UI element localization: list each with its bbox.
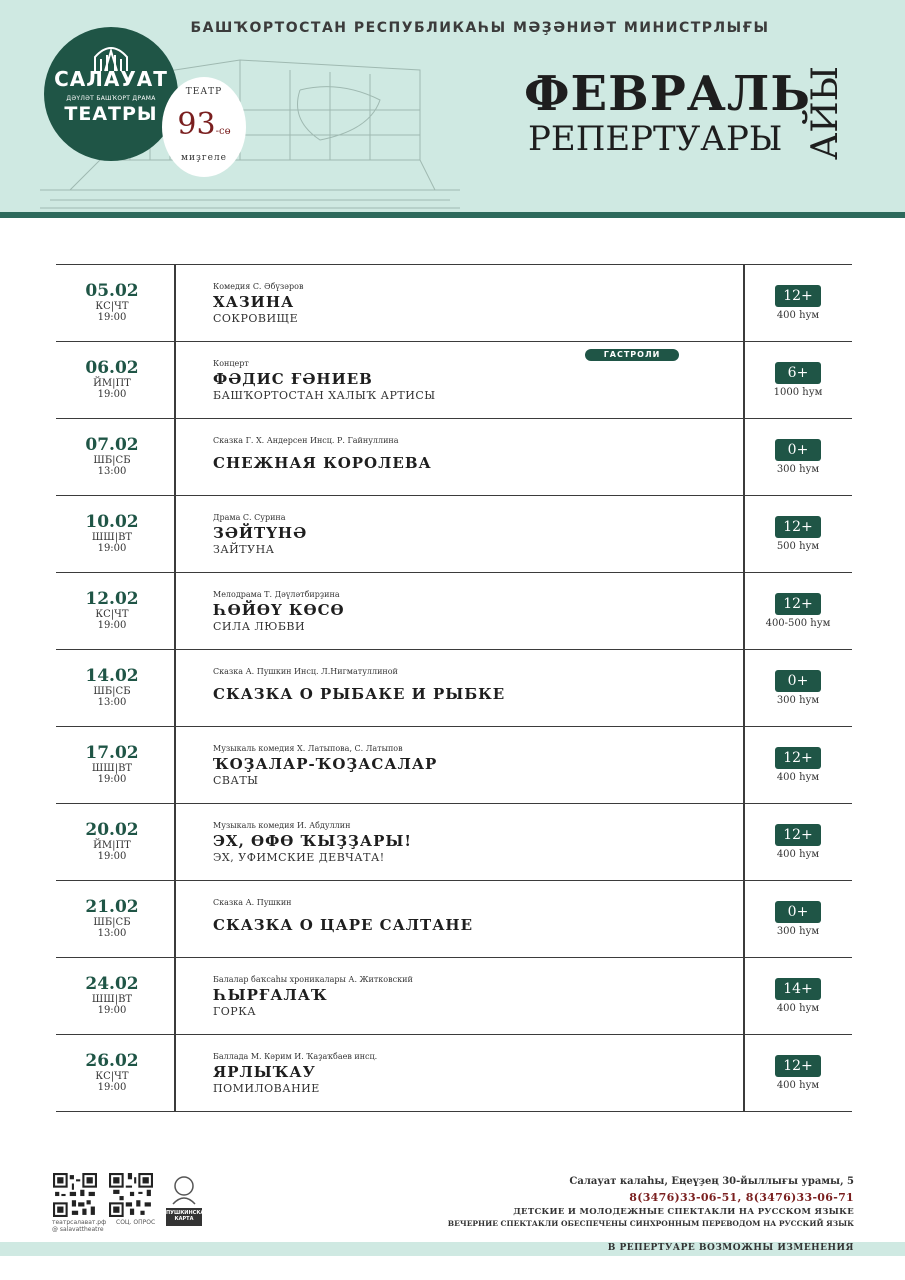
- show-weekday: ШБ|СБ: [93, 455, 131, 466]
- show-weekday: КС|ЧТ: [95, 1071, 129, 1082]
- badge-number-line: [162, 107, 246, 142]
- schedule-row: [56, 418, 852, 495]
- show-weekday: ШБ|СБ: [93, 686, 131, 697]
- qr-survey-caption: СОЦ. ОПРОС: [116, 1219, 156, 1226]
- show-date: 20.02: [85, 820, 139, 840]
- ticket-price: 300 һум: [776, 926, 820, 937]
- show-time: 19:00: [97, 389, 127, 400]
- show-subtitle: ГОРКА: [213, 1005, 257, 1018]
- qr-code-survey[interactable]: [109, 1173, 153, 1217]
- column-divider: [174, 881, 176, 957]
- show-weekday: КС|ЧТ: [95, 301, 129, 312]
- column-divider: [174, 804, 176, 880]
- show-weekday: КС|ЧТ: [95, 609, 129, 620]
- column-divider: [743, 265, 745, 341]
- show-title: СКАЗКА О РЫБАКЕ И РЫБКЕ: [213, 685, 506, 703]
- show-genre-author: Музыкаль комедия И. Абдуллин: [213, 821, 351, 830]
- show-date: 05.02: [85, 281, 139, 301]
- show-title: ҺӨЙӨҮ КӨСӨ: [213, 601, 345, 619]
- show-date: 26.02: [85, 1051, 139, 1071]
- column-divider: [174, 573, 176, 649]
- column-divider: [743, 881, 745, 957]
- logo-name: САЛАУАТ: [54, 67, 168, 91]
- show-weekday: ШШ|ВТ: [91, 763, 133, 774]
- badge-top-text: ТЕАТР: [185, 87, 223, 97]
- badge-suffix: -сө: [215, 126, 231, 137]
- column-divider: [743, 650, 745, 726]
- column-divider: [174, 1035, 176, 1111]
- show-title: ҺЫРҒАЛАҠ: [213, 986, 328, 1004]
- season-badge: [162, 77, 246, 177]
- ministry-title: БАШҠОРТОСТАН РЕСПУБЛИКАҺЫ МӘҘӘНИӘТ МИНИСТРЛЫҒЫ: [190, 20, 770, 36]
- logo-theatre: ТЕАТРЫ: [64, 103, 158, 125]
- column-divider: [174, 496, 176, 572]
- column-divider: [174, 650, 176, 726]
- schedule-row: [56, 880, 852, 957]
- ticket-price: 400 һум: [776, 849, 820, 860]
- show-genre-author: Концерт: [213, 359, 249, 368]
- show-weekday: ЙМ|ПТ: [93, 378, 131, 389]
- show-time: 19:00: [97, 312, 127, 323]
- show-weekday: ЙМ|ПТ: [93, 840, 131, 851]
- show-title: СКАЗКА О ЦАРЕ САЛТАНЕ: [213, 916, 474, 934]
- ticket-price: 1000 һум: [773, 387, 823, 398]
- column-divider: [743, 573, 745, 649]
- column-divider: [743, 1035, 745, 1111]
- show-subtitle: СОКРОВИЩЕ: [213, 312, 299, 325]
- show-date: 12.02: [85, 589, 139, 609]
- ticket-price: 400 һум: [776, 310, 820, 321]
- qr-code-website[interactable]: [53, 1173, 97, 1217]
- ticket-price: 500 һум: [776, 541, 820, 552]
- column-divider: [743, 496, 745, 572]
- show-time: 13:00: [97, 466, 127, 477]
- ticket-price: 400 һум: [776, 772, 820, 783]
- age-rating-badge: 12+: [775, 824, 821, 846]
- show-weekday: ШШ|ВТ: [91, 994, 133, 1005]
- show-date: 07.02: [85, 435, 139, 455]
- show-date: 14.02: [85, 666, 139, 686]
- ticket-price: 300 һум: [776, 464, 820, 475]
- age-rating-badge: 14+: [775, 978, 821, 1000]
- show-date: 21.02: [85, 897, 139, 917]
- language-note: ДЕТСКИЕ И МОЛОДЕЖНЫЕ СПЕКТАКЛИ НА РУССКОМ ЯЗЫКЕ: [513, 1207, 854, 1217]
- age-rating-badge: 0+: [775, 670, 821, 692]
- show-time: 19:00: [97, 543, 127, 554]
- age-rating-badge: 6+: [775, 362, 821, 384]
- show-date: 06.02: [85, 358, 139, 378]
- schedule-table: [56, 264, 852, 1112]
- phone-numbers[interactable]: 8(3476)33-06-51, 8(3476)33-06-71: [629, 1191, 854, 1204]
- show-subtitle: СВАТЫ: [213, 774, 259, 787]
- show-subtitle: ЭХ, УФИМСКИЕ ДЕВЧАТА!: [213, 851, 385, 864]
- ticket-price: 300 һум: [776, 695, 820, 706]
- badge-bottom-text: миҙгеле: [181, 153, 227, 163]
- show-genre-author: Музыкаль комедия Х. Латыпова, С. Латыпов: [213, 744, 403, 753]
- show-time: 19:00: [97, 851, 127, 862]
- schedule-row: [56, 495, 852, 572]
- month-title: ФЕВРАЛЬ: [524, 66, 811, 122]
- ticket-price: 400 һум: [776, 1003, 820, 1014]
- show-time: 19:00: [97, 620, 127, 631]
- column-divider: [174, 727, 176, 803]
- age-rating-badge: 0+: [775, 901, 821, 923]
- show-genre-author: Мелодрама Т. Дәүләтбирҙина: [213, 590, 340, 599]
- translation-note: ВЕЧЕРНИЕ СПЕКТАКЛИ ОБЕСПЕЧЕНЫ СИНХРОННЫМ ПЕРЕВОДОМ НА РУССКИЙ ЯЗЫК: [447, 1219, 854, 1228]
- show-time: 19:00: [97, 774, 127, 785]
- show-title: ЯРЛЫҠАУ: [213, 1063, 316, 1081]
- schedule-row: [56, 803, 852, 880]
- show-time: 19:00: [97, 1005, 127, 1016]
- show-weekday: ШШ|ВТ: [91, 532, 133, 543]
- show-date: 17.02: [85, 743, 139, 763]
- show-date: 10.02: [85, 512, 139, 532]
- column-divider: [743, 958, 745, 1034]
- header-banner: [0, 0, 905, 212]
- show-title: ХАЗИНА: [213, 293, 295, 311]
- age-rating-badge: 12+: [775, 1055, 821, 1077]
- age-rating-badge: 12+: [775, 285, 821, 307]
- show-subtitle: БАШҠОРТОСТАН ХАЛЫҠ АРТИСЫ: [213, 389, 436, 402]
- show-date: 24.02: [85, 974, 139, 994]
- qr-social-caption: @ salavattheatre: [52, 1226, 104, 1233]
- schedule-row: [56, 1034, 852, 1112]
- show-genre-author: Балалар баҡсаһы хроникалары А. Житковский: [213, 975, 413, 984]
- column-divider: [743, 804, 745, 880]
- age-rating-badge: 12+: [775, 593, 821, 615]
- schedule-row: [56, 649, 852, 726]
- column-divider: [174, 265, 176, 341]
- qr-website-caption: театрсалават.рф: [52, 1219, 107, 1226]
- show-title: ҠОҘАЛАР-ҠОҘАСАЛАР: [213, 755, 438, 773]
- schedule-row: [56, 341, 852, 418]
- show-genre-author: Сказка А. Пушкин: [213, 898, 292, 907]
- show-time: 13:00: [97, 697, 127, 708]
- changes-notice: В РЕПЕРТУАРЕ ВОЗМОЖНЫ ИЗМЕНЕНИЯ: [607, 1243, 854, 1253]
- column-divider: [743, 342, 745, 418]
- column-divider: [174, 419, 176, 495]
- show-title: ЭХ, ӨФӨ ҠЫҘҘАРЫ!: [213, 832, 412, 850]
- age-rating-badge: 12+: [775, 747, 821, 769]
- tour-badge: ГАСТРОЛИ: [585, 349, 679, 361]
- show-time: 19:00: [97, 1082, 127, 1093]
- show-title: ЗӘЙТҮНӘ: [213, 524, 308, 542]
- month-word-vertical: АЙЫ: [805, 65, 846, 160]
- column-divider: [174, 342, 176, 418]
- show-genre-author: Сказка А. Пушкин Инсц. Л.Нигматуллиной: [213, 667, 398, 676]
- theatre-logo: [44, 27, 178, 161]
- pushkin-card-label: ПУШКИНСКАЯ КАРТА: [166, 1210, 209, 1222]
- repertoire-title: РЕПЕРТУАРЫ: [528, 119, 783, 159]
- theatre-address: Салауат калаһы, Еңеүҙең 30-йыллығы урамы, 5: [569, 1176, 854, 1187]
- column-divider: [174, 958, 176, 1034]
- schedule-row: [56, 957, 852, 1034]
- show-genre-author: Драма С. Сурина: [213, 513, 286, 522]
- ticket-price: 400 һум: [776, 1080, 820, 1091]
- show-subtitle: ЗАЙТУНА: [213, 543, 275, 556]
- show-title: СНЕЖНАЯ КОРОЛЕВА: [213, 454, 432, 472]
- schedule-row: [56, 264, 852, 341]
- column-divider: [743, 727, 745, 803]
- badge-number: 93: [177, 107, 216, 142]
- show-subtitle: ПОМИЛОВАНИЕ: [213, 1082, 320, 1095]
- schedule-row: [56, 572, 852, 649]
- show-weekday: ШБ|СБ: [93, 917, 131, 928]
- show-time: 13:00: [97, 928, 127, 939]
- show-genre-author: Баллада М. Кәрим И. Ҡаҙаҡбаев инсц.: [213, 1052, 378, 1061]
- schedule-row: [56, 726, 852, 803]
- show-subtitle: СИЛА ЛЮБВИ: [213, 620, 306, 633]
- show-genre-author: Комедия С. Әбүзәров: [213, 282, 304, 291]
- ticket-price: 400-500 һум: [765, 618, 831, 629]
- age-rating-badge: 12+: [775, 516, 821, 538]
- age-rating-badge: 0+: [775, 439, 821, 461]
- column-divider: [743, 419, 745, 495]
- header-divider: [0, 212, 905, 218]
- show-genre-author: Сказка Г. Х. Андерсен Инсц. Р. Гайнуллина: [213, 436, 399, 445]
- logo-subtitle: ДӘҮЛӘТ БАШҠОРТ ДРАМА: [66, 95, 156, 102]
- show-title: ФӘДИС ҒӘНИЕВ: [213, 370, 373, 388]
